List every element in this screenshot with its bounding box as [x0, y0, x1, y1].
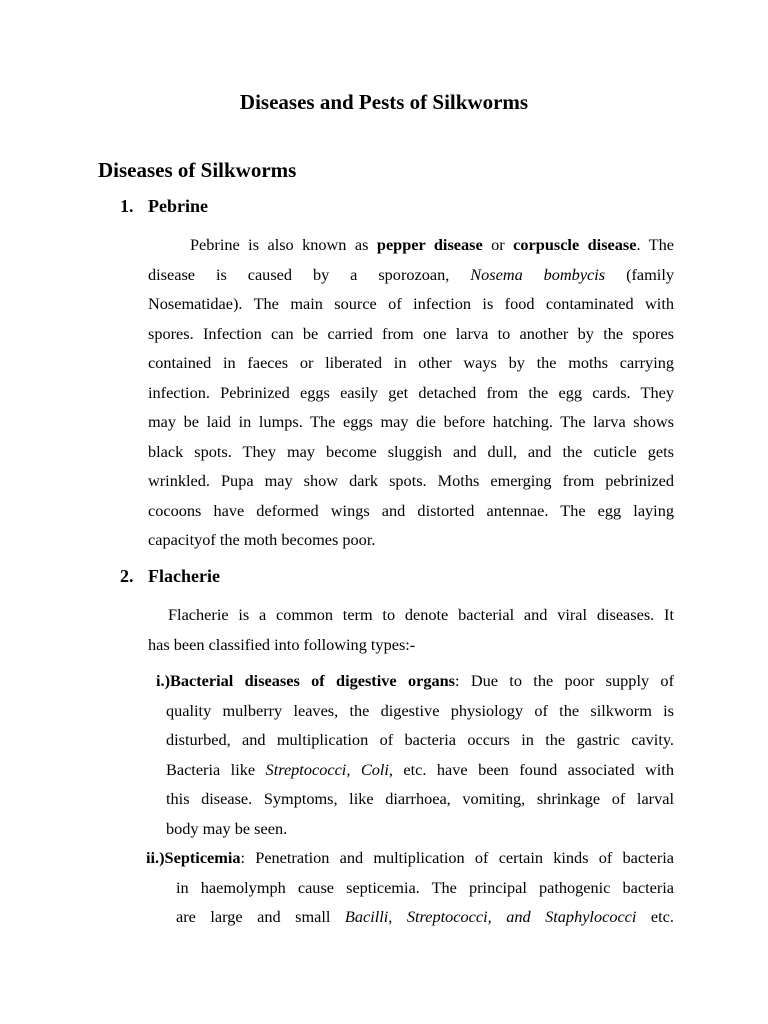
paragraph-line: black spots. They may become sluggish and dull, and the cuticle gets — [148, 441, 674, 461]
subitem-first-line: ii.)Septicemia: Penetration and multiplication of certain kinds of bacteria — [146, 848, 674, 867]
subitem-bacterial-diseases — [156, 666, 674, 696]
item-title: Pebrine — [148, 196, 208, 216]
paragraph-line: quality mulberry leaves, the digestive physiology of the silkworm is — [166, 700, 674, 720]
item-number: 2. — [120, 566, 134, 586]
flacherie-intro-paragraph — [148, 600, 674, 659]
subitem-bacterial-body — [166, 696, 674, 844]
paragraph-line: contained in faeces or liberated in other ways by the moths carrying — [148, 353, 674, 372]
paragraph-line: cocoons have deformed wings and distorted antennae. The egg laying — [148, 500, 674, 520]
paragraph-line: wrinkled. Pupa may show dark spots. Moths emerging from pebrinized — [148, 471, 674, 490]
paragraph-line: infection. Pebrinized eggs easily get detached from the egg cards. They — [148, 382, 674, 402]
item-number: 1. — [120, 196, 134, 216]
paragraph-line: spores. Infection can be carried from one larva to another by the spores — [148, 323, 674, 343]
paragraph-line: disease is caused by a sporozoan, Nosema bombycis (family — [148, 264, 674, 284]
subitem-term: Bacterial diseases of digestive organs — [170, 671, 455, 690]
paragraph-line: body may be seen. — [166, 818, 288, 838]
paragraph-line: Nosematidae). The main source of infection is food contaminated with — [148, 294, 674, 313]
subitem-term: Septicemia — [164, 848, 241, 867]
section-heading: Diseases of Silkworms — [98, 158, 297, 182]
item-heading-pebrine — [120, 194, 208, 218]
paragraph-line: may be laid in lumps. The eggs may die before hatching. The larva shows — [148, 412, 674, 431]
subitem-marker: ii.) — [146, 848, 165, 867]
paragraph-line: are large and small Bacilli, Streptococci, and Staphylococci etc. — [176, 907, 674, 926]
pebrine-paragraph — [148, 230, 674, 555]
paragraph-line: capacityof the moth becomes poor. — [148, 530, 376, 549]
paragraph-line: Bacteria like Streptococci, Coli, etc. have been found associated with — [166, 759, 674, 779]
paragraph-line: has been classified into following types:- — [148, 634, 416, 654]
paragraph-line: in haemolymph cause septicemia. The principal pathogenic bacteria — [176, 877, 674, 897]
paragraph-line: disturbed, and multiplication of bacteria occurs in the gastric cavity. — [166, 730, 674, 749]
subitem-marker: i.) — [156, 671, 171, 690]
document-title: Diseases and Pests of Silkworms — [239, 90, 529, 114]
paragraph-line: this disease. Symptoms, like diarrhoea, vomiting, shrinkage of larval — [166, 789, 674, 808]
item-title: Flacherie — [148, 566, 220, 586]
paragraph-line: Flacherie is a common term to denote bacterial and viral diseases. It — [168, 605, 674, 624]
subitem-septicemia — [146, 843, 674, 873]
paragraph-line: Pebrine is also known as pepper disease or corpuscle disease. The — [190, 235, 674, 254]
subitem-first-line: i.)Bacterial diseases of digestive organs: Due to the poor supply of — [156, 671, 674, 690]
subitem-septicemia-body — [176, 873, 674, 932]
item-heading-flacherie — [120, 564, 220, 588]
